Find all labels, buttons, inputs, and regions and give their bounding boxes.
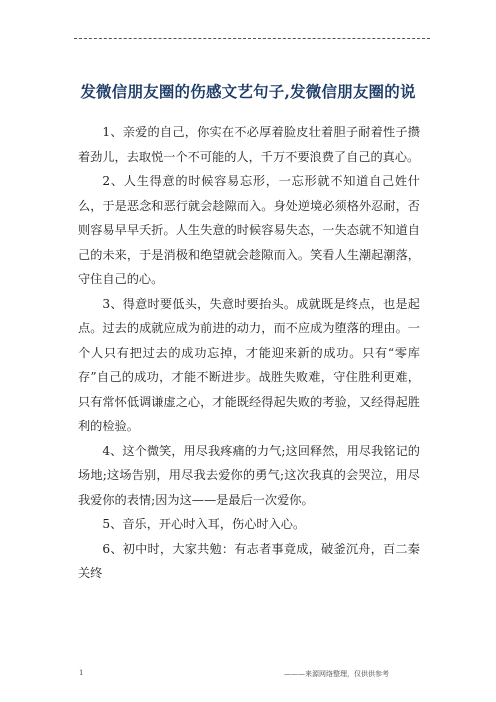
paragraph-2: 2、人生得意的时候容易忘形，一忘形就不知道自己姓什么，于是恶念和恶行就会趁隙而入。身处逆境必须格外忍耐，否则容易早早夭折。人生失意的时候容易失态，一失态就不知道自己的未来，于是消极和绝望就会趁隙而入。笑看人生潮起潮落，守住自己的心。 [78, 174, 420, 286]
paragraph-1: 1、亲爱的自己，你实在不必厚着脸皮壮着胆子耐着性子攒着劲儿，去取悦一个不可能的人，千万不要浪费了自己的真心。 [78, 125, 420, 164]
document-title: 发微信朋友圈的伤感文艺句子,发微信朋友圈的说 [80, 82, 416, 101]
footer-source-note: ———来源网络整理，仅供供参考 [284, 670, 389, 678]
paragraph-3: 3、得意时要低头，失意时要抬头。成就既是终点，也是起点。过去的成就应成为前进的动力，而不应成为堕落的理由。一个人只有把过去的成功忘掉，才能迎来新的成功。只有“零库存”自己的成功，才能不断进步。战胜失败难，守住胜利更难，只有常怀低调谦虚之心，才能既经得起失败的考验，又经得起胜利的检验。 [78, 296, 420, 433]
page-number: 1 [79, 669, 84, 677]
paragraph-5: 5、音乐，开心时入耳，伤心时入心。 [102, 517, 306, 531]
document-body [78, 120, 420, 586]
header-dashed-rule [74, 38, 430, 39]
paragraph-6: 6、初中时，大家共勉：有志者事竟成，破釜沉舟，百二秦关终 [78, 541, 420, 580]
paragraph-4: 4、这个微笑，用尽我疼痛的力气;这回释然，用尽我铭记的场地;这场告别，用尽我去爱你的勇气;这次我真的会哭泣，用尽我爱你的表情;因为这——是最后一次爱你。 [78, 443, 420, 507]
